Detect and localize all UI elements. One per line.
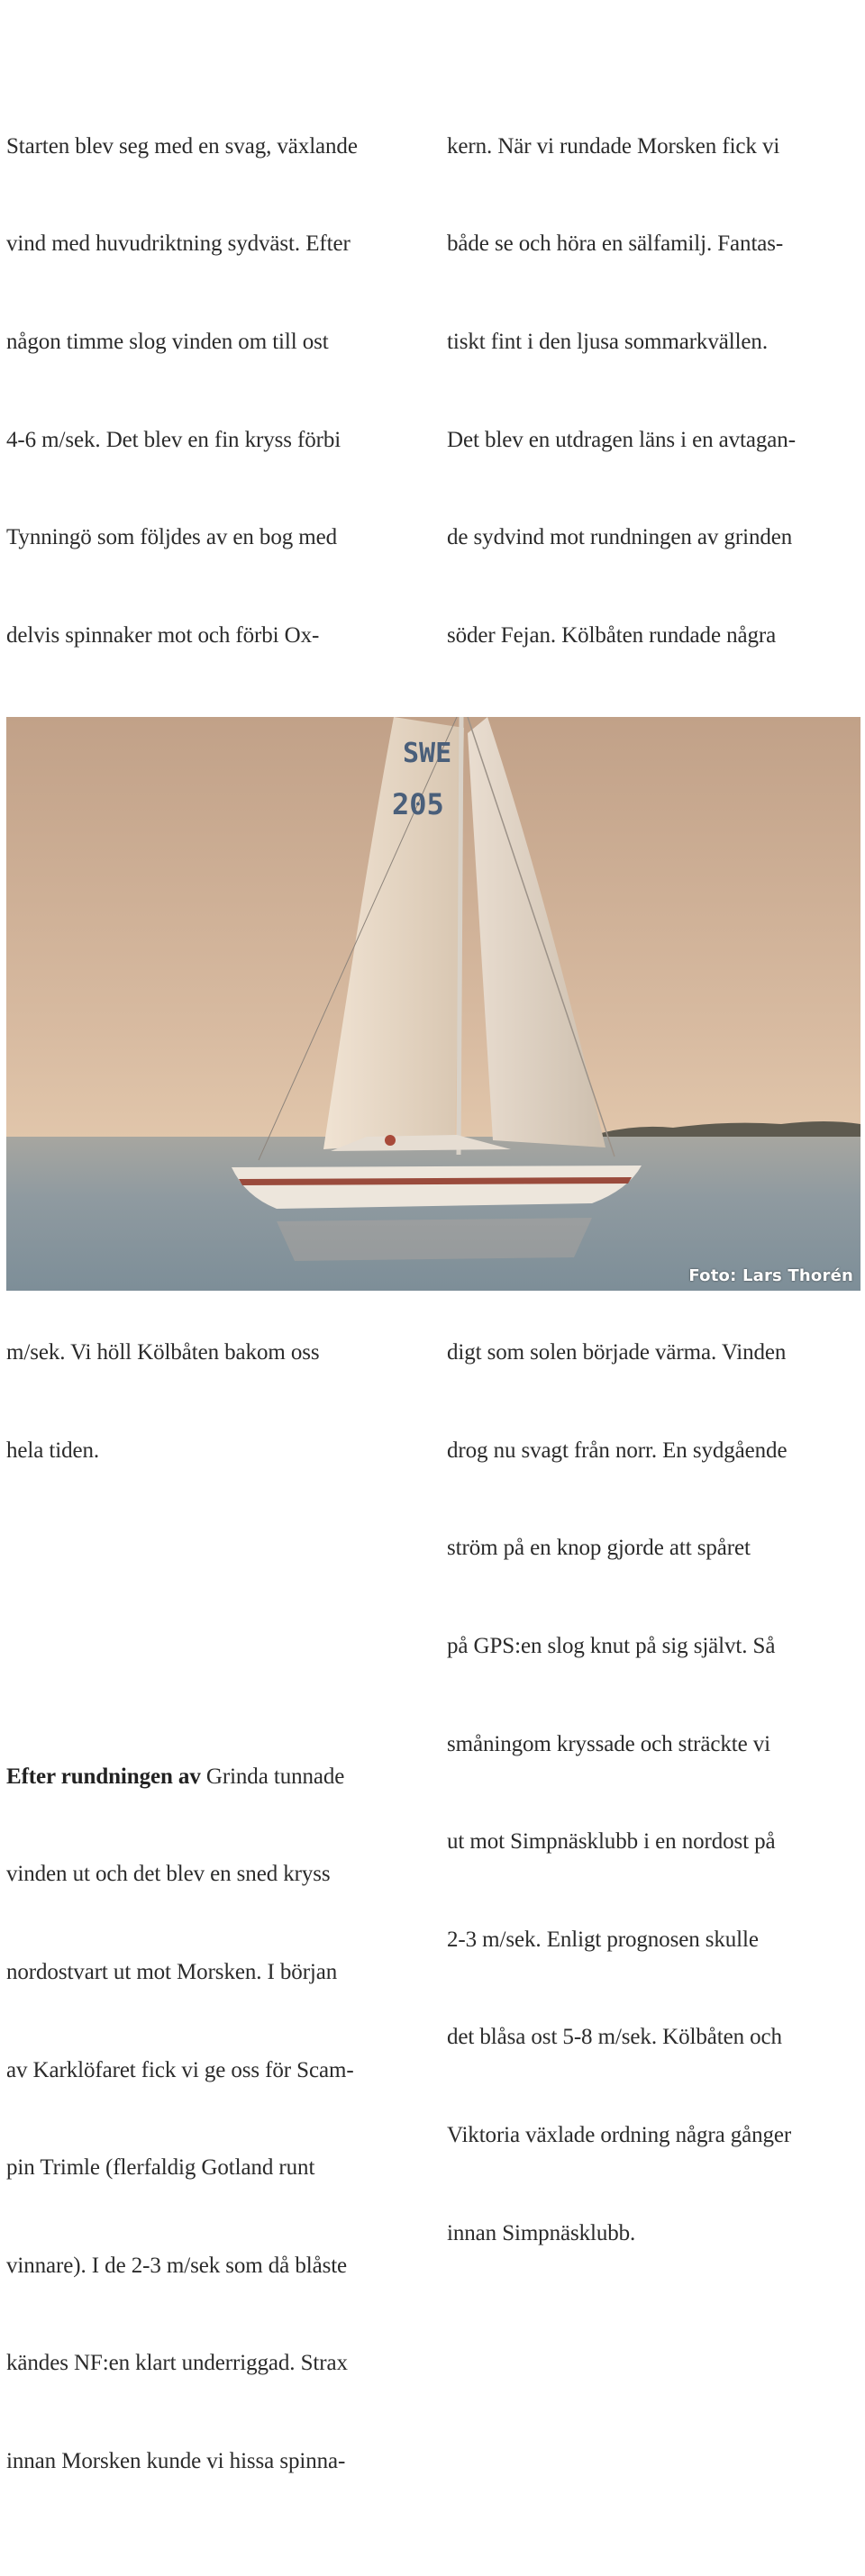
- sailboat-illustration: [6, 717, 860, 1291]
- text-line: Starten blev seg med en svag, växlande: [6, 133, 358, 159]
- text-line: det blåsa ost 5-8 m/sek. Kölbåten och: [447, 2025, 782, 2050]
- text-line: både se och höra en sälfamilj. Fantas-: [447, 231, 784, 257]
- text-line: m/sek. Vi höll Kölbåten bakom oss: [6, 1340, 320, 1365]
- text-line: innan Simpnäsklubb.: [447, 2220, 636, 2245]
- text-line: någon timme slog vinden om till ost: [6, 330, 329, 355]
- text-line: på GPS:en slog knut på sig självt. Så: [447, 1633, 776, 1658]
- text-line: kändes NF:en klart underriggad. Strax: [6, 2351, 348, 2376]
- text-line: hela tiden.: [6, 1438, 100, 1463]
- text-line: ström på en knop gjorde att spåret: [447, 1536, 751, 1561]
- text-line: de sydvind mot rundningen av grinden: [447, 525, 793, 550]
- text-line: delvis spinnaker mot och förbi Ox-: [6, 622, 320, 648]
- text-line: vinden ut och det blev en sned kryss: [6, 1862, 331, 1887]
- text-line: tiskt fint i den ljusa sommarkvällen.: [447, 330, 768, 355]
- text-line: Tynningö som följdes av en bog med: [6, 525, 338, 550]
- text-line: nordostvart ut mot Morsken. I början: [6, 1959, 338, 1984]
- text-line: 4-6 m/sek. Det blev en fin kryss förbi: [6, 427, 341, 452]
- paragraph-grinda: [6, 1695, 423, 2543]
- paragraph-gap: [6, 1598, 423, 1630]
- sail-number-swe: SWE: [403, 738, 452, 769]
- text-line: småningom kryssade och sträckte vi: [447, 1731, 771, 1756]
- text-line: Viktoria växlade ordning några gånger: [447, 2123, 792, 2147]
- text-line: [6, 1761, 423, 1793]
- text-line: innan Morsken kunde vi hissa spinna-: [6, 2449, 346, 2474]
- sail-number-205: 205: [392, 787, 444, 821]
- text-line: av Karklöfaret fick vi ge oss för Scam-: [6, 2057, 354, 2082]
- bold-lead: Efter rundningen av: [6, 1764, 201, 1789]
- sailboat-photo: [6, 717, 860, 1291]
- lead-rest: Grinda tunnade: [200, 1764, 345, 1789]
- text-line: Det blev en utdragen läns i en avtagan-: [447, 427, 796, 452]
- sailor: [385, 1135, 396, 1146]
- text-line: kern. När vi rundade Morsken fick vi: [447, 133, 780, 159]
- text-line: pin Trimle (flerfaldig Gotland runt: [6, 2155, 315, 2181]
- photo-credit: Foto: Lars Thorén: [688, 1266, 853, 1285]
- mast: [459, 717, 461, 1155]
- text-line: vinnare). I de 2-3 m/sek som då blåste: [6, 2253, 348, 2278]
- paragraph-morsken: [447, 65, 860, 815]
- text-line: ut mot Simpnäsklubb i en nordost på: [447, 1829, 776, 1855]
- text-line: digt som solen började värma. Vinden: [447, 1340, 787, 1365]
- hull-reflection: [277, 1218, 592, 1261]
- text-line: vind med huvudriktning sydväst. Efter: [6, 231, 351, 257]
- text-line: drog nu svagt från norr. En sydgående: [447, 1438, 788, 1463]
- text-line: 2-3 m/sek. Enligt prognosen skulle: [447, 1927, 759, 1952]
- hull: [232, 1166, 642, 1209]
- text-line: söder Fejan. Kölbåten rundade några: [447, 622, 777, 648]
